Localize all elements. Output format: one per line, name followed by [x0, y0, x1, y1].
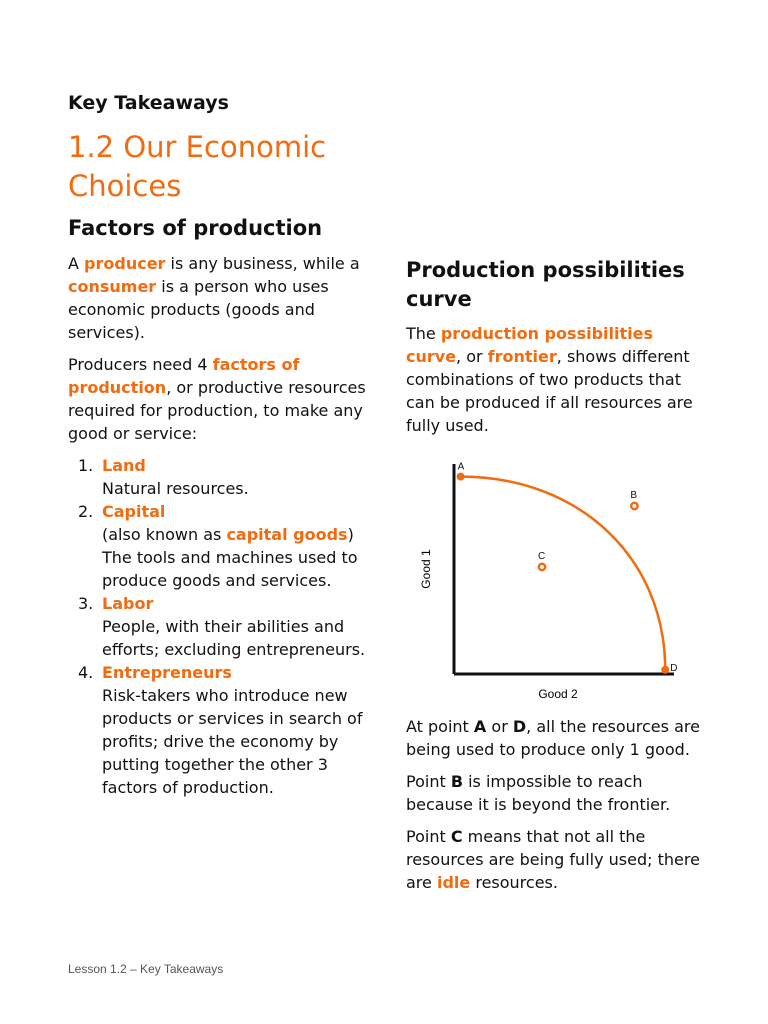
point-b-paragraph: Point B is impossible to reach because it is beyond the frontier. — [406, 772, 671, 814]
point-ad-paragraph: At point A or D, all the resources are being used to produce only 1 good. — [406, 717, 700, 759]
factor-name: Labor — [102, 594, 154, 613]
list-item: 1. Land Natural resources. — [78, 456, 249, 498]
x-axis-label: Good 2 — [538, 687, 578, 701]
point-a — [457, 473, 465, 481]
factor-description: Risk-takers who introduce new products or services in search of profits; drive the economy by putting together the other 3 factors of production. — [102, 686, 363, 797]
factor-description: Natural resources. — [102, 479, 249, 498]
point-label-b: B — [630, 490, 638, 501]
factors-section — [68, 216, 368, 799]
term-idle: idle — [436, 873, 471, 892]
chart-points — [457, 462, 678, 674]
factors-list — [68, 454, 368, 799]
point-d — [661, 666, 669, 674]
term-factors-of-production: factors of production — [68, 355, 300, 397]
y-axis-label: Good 1 — [419, 549, 433, 589]
factors-intro-paragraph: Producers need 4 factors of production, or productive resources required for production, to make any good or service: — [68, 355, 366, 443]
page-footer: Lesson 1.2 – Key Takeaways — [68, 962, 224, 976]
factor-description: People, with their abilities and efforts; excluding entrepreneurs. — [102, 617, 366, 659]
factor-name: Capital — [102, 502, 166, 521]
list-item: 4. Entrepreneurs Risk-takers who introduce new products or services in search of profits; drive the economy by putting together the other 3 factors of production. — [78, 663, 363, 797]
list-item: 2. Capital (also known as capital goods) The tools and machines used to produce goods and services. — [78, 502, 358, 590]
term-consumer: consumer — [68, 277, 157, 296]
ppc-section — [406, 256, 706, 446]
producer-consumer-paragraph: A producer is any business, while a consumer is a person who uses economic products (goods and services). — [68, 254, 360, 342]
list-item: 3. Labor People, with their abilities and efforts; excluding entrepreneurs. — [78, 594, 366, 659]
factor-name: Land — [102, 456, 146, 475]
factor-description: ) The tools and machines used to produce goods and services. — [102, 525, 358, 590]
lesson-title: 1.2 Our Economic Choices — [68, 130, 327, 203]
point-label-a: A — [457, 461, 465, 473]
point-c-paragraph: Point C means that not all the resources are being fully used; there are idle resources. — [406, 827, 700, 892]
ppc-heading: Production possibilities curve — [406, 258, 685, 311]
term-capital-goods: capital goods — [226, 525, 348, 544]
factor-name: Entrepreneurs — [102, 663, 232, 682]
term-ppc: production possibilities curve — [406, 324, 653, 366]
section-label: Key Takeaways — [68, 92, 229, 114]
ppc-intro-paragraph: The production possibilities curve, or frontier, shows different combinations of two products that can be produced if all resources are fully used. — [406, 324, 693, 435]
term-frontier: frontier — [487, 347, 557, 366]
point-b — [631, 503, 637, 509]
factors-heading: Factors of production — [68, 216, 323, 240]
point-explanations — [406, 715, 706, 903]
ppc-chart — [406, 458, 696, 708]
chart-axes — [454, 461, 674, 674]
point-label-c: C — [538, 550, 546, 562]
point-c — [539, 564, 545, 570]
point-label-d: D — [670, 662, 678, 674]
term-producer: producer — [84, 254, 166, 273]
